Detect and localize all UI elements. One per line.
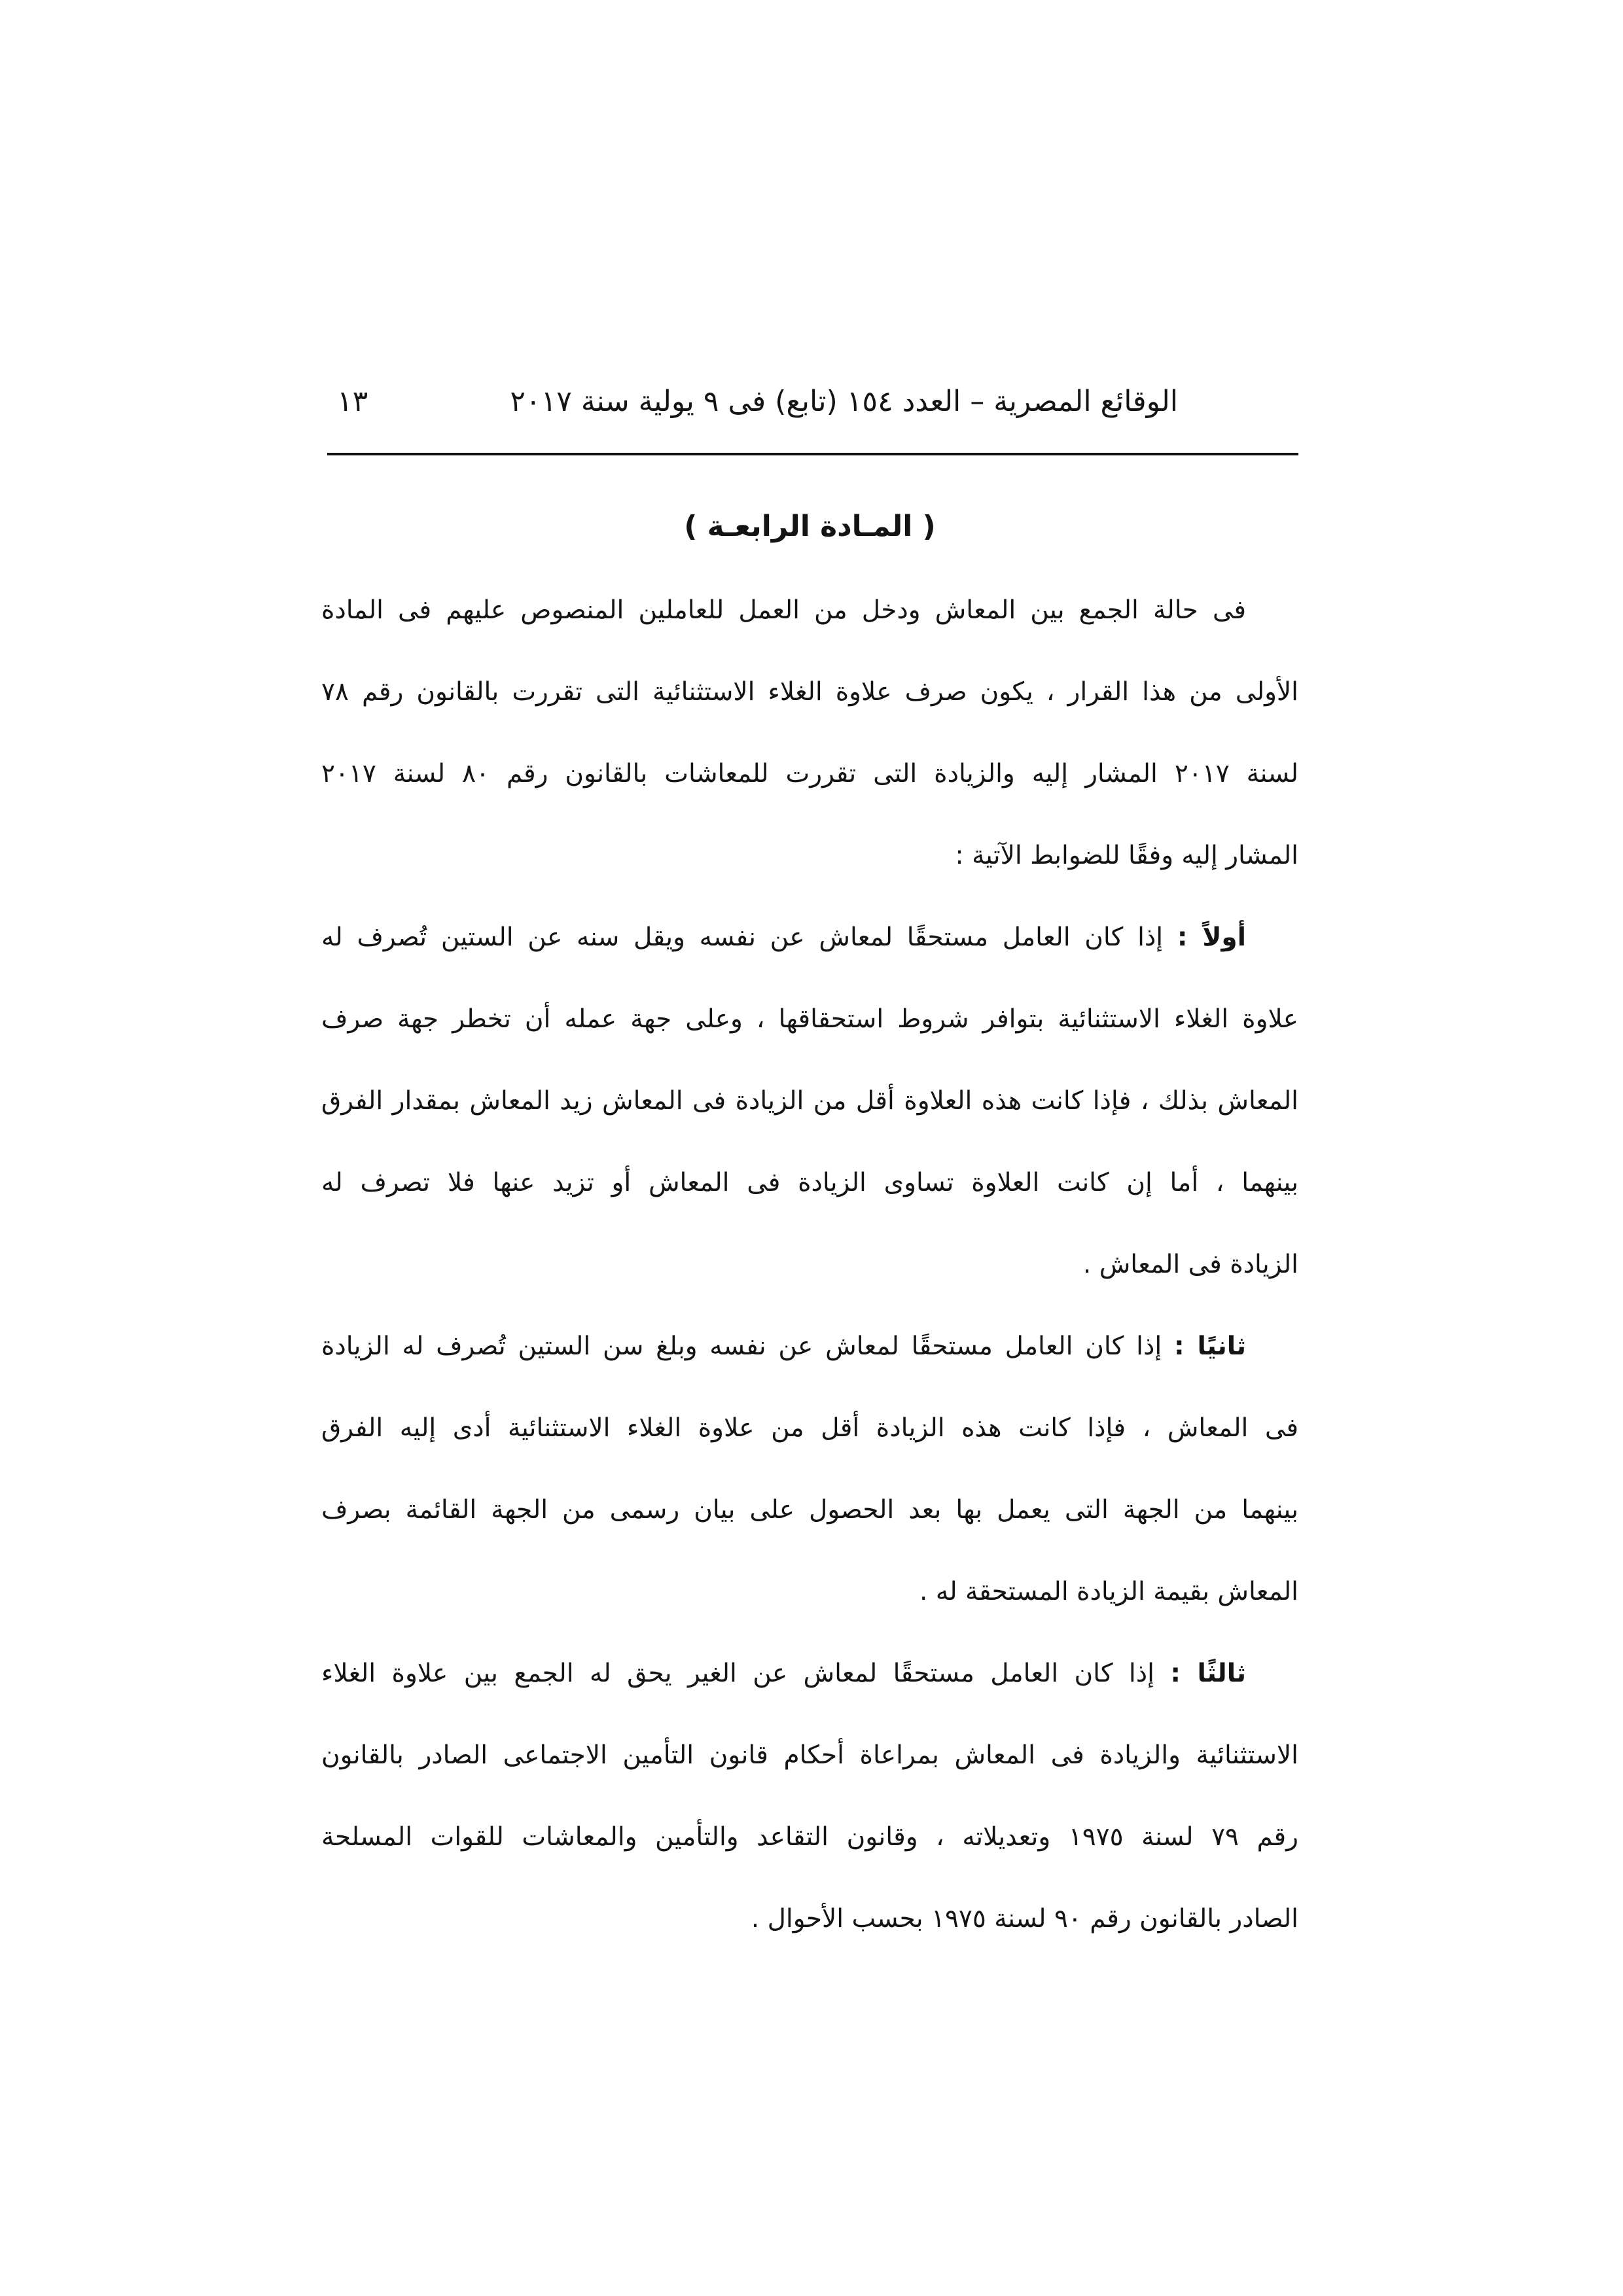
text-line: فى المعاش ، فإذا كانت هذه الزيادة أقل من علاوة الغلاء الاستثنائية أدى إليه الفرق xyxy=(321,1413,1298,1443)
gazette-header-title: الوقائع المصرية – العدد ١٥٤ (تابع) فى ٩ يولية سنة ٢٠١٧ xyxy=(510,384,1178,418)
text-line: بينهما ، أما إن كانت العلاوة تساوى الزيادة فى المعاش أو تزيد عنها فلا تصرف له xyxy=(321,1168,1298,1197)
text-line: رقم ٧٩ لسنة ١٩٧٥ وتعديلاته ، وقانون التقاعد والتأمين والمعاشات للقوات المسلحة xyxy=(321,1822,1298,1852)
text-line: الأولى من هذا القرار ، يكون صرف علاوة الغلاء الاستثنائية التى تقررت بالقانون رقم ٧٨ xyxy=(321,677,1298,707)
text-span: إذا كان العامل مستحقًا لمعاش عن الغير يحق له الجمع بين علاوة الغلاء xyxy=(321,1659,1154,1688)
text-line: فى حالة الجمع بين المعاش ودخل من العمل للعاملين المنصوص عليهم فى المادة xyxy=(321,595,1246,625)
clause-label: ثانيًا : xyxy=(1173,1332,1247,1361)
article-body xyxy=(321,569,1298,1960)
paragraph-second-clause xyxy=(321,1305,1298,1633)
text-line: علاوة الغلاء الاستثنائية بتوافر شروط استحقاقها ، وعلى جهة عمله أن تخطر جهة صرف xyxy=(321,1004,1298,1034)
text-line xyxy=(321,896,1298,978)
text-line xyxy=(321,1305,1298,1387)
text-line: المشار إليه وفقًا للضوابط الآتية : xyxy=(955,841,1298,870)
text-line: الزيادة فى المعاش . xyxy=(1082,1250,1298,1279)
text-span: إذا كان العامل مستحقًا لمعاش عن نفسه وبلغ سن الستين تُصرف له الزيادة xyxy=(321,1332,1162,1361)
clause-label: أولاً : xyxy=(1177,923,1246,952)
text-line xyxy=(321,1633,1298,1714)
clause-label: ثالثًا : xyxy=(1170,1659,1246,1688)
page-number: ١٣ xyxy=(337,384,368,418)
article-title: ( المـادة الرابعـة ) xyxy=(684,510,936,543)
paragraph-first-clause xyxy=(321,896,1298,1305)
running-header xyxy=(337,378,1178,424)
text-line: المعاش بذلك ، فإذا كانت هذه العلاوة أقل من الزيادة فى المعاش زيد المعاش بمقدار الفرق xyxy=(321,1086,1298,1116)
text-line: الاستثنائية والزيادة فى المعاش بمراعاة أحكام قانون التأمين الاجتماعى الصادر بالقانون xyxy=(321,1740,1298,1770)
paragraph-intro xyxy=(321,569,1298,896)
text-line: بينهما من الجهة التى يعمل بها بعد الحصول على بيان رسمى من الجهة القائمة بصرف xyxy=(321,1495,1298,1525)
paragraph-third-clause xyxy=(321,1633,1298,1960)
text-line: لسنة ٢٠١٧ المشار إليه والزيادة التى تقررت للمعاشات بالقانون رقم ٨٠ لسنة ٢٠١٧ xyxy=(321,759,1298,788)
text-line: المعاش بقيمة الزيادة المستحقة له . xyxy=(919,1577,1298,1606)
text-span: إذا كان العامل مستحقًا لمعاش عن نفسه ويقل سنه عن الستين تُصرف له xyxy=(321,923,1164,952)
header-divider xyxy=(327,453,1298,455)
text-line: الصادر بالقانون رقم ٩٠ لسنة ١٩٧٥ بحسب الأحوال . xyxy=(751,1904,1298,1934)
